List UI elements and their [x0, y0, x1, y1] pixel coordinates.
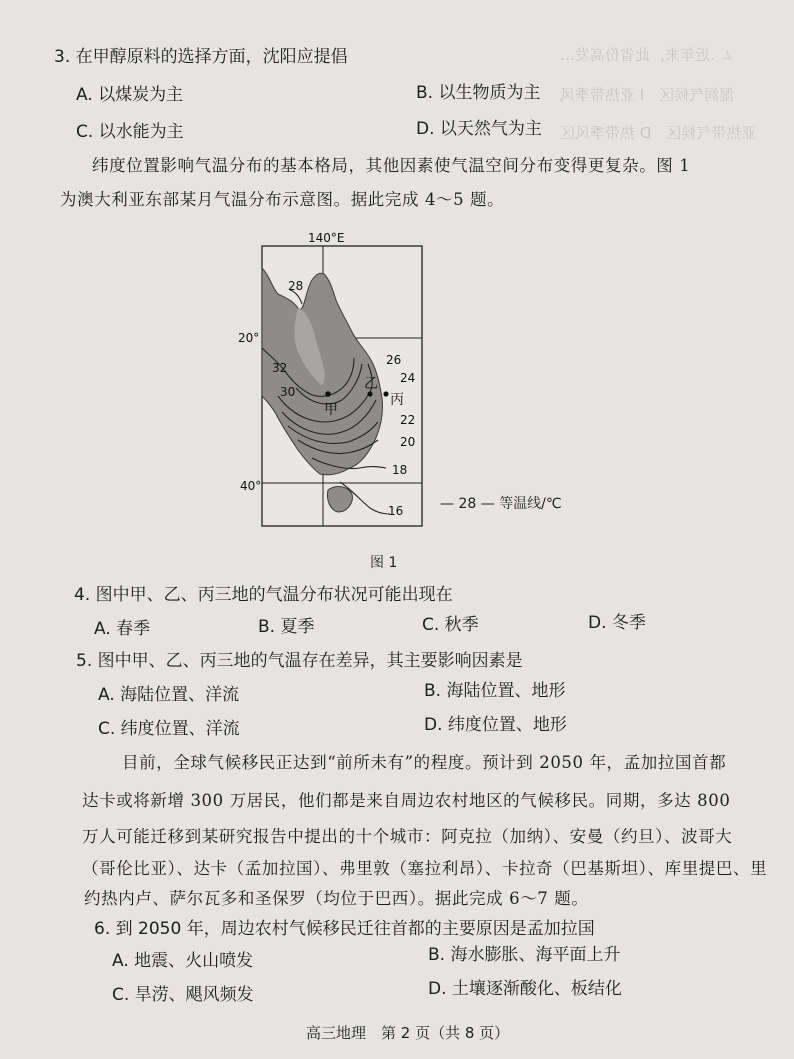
page-footer: 高三地理 第 2 页（共 8 页）: [306, 1024, 510, 1042]
isotherm-label-18: 18: [392, 463, 408, 477]
point-yi: [367, 391, 372, 396]
map-legend: [440, 493, 562, 513]
question-5-stem: 5. 图中甲、乙、丙三地的气温存在差异，其主要影响因素是: [76, 651, 523, 671]
q5-option-c: C. 纬度位置、洋流: [98, 719, 240, 739]
bleed-through-text: ㄥ .近年来，此省份高发…: [560, 46, 735, 64]
intro-4-5-line-2: 为澳大利亚东部某月气温分布示意图。据此完成 4～5 题。: [60, 190, 505, 209]
place-label-yi: 乙: [364, 376, 378, 392]
q3-option-a: A. 以煤炭为主: [76, 85, 184, 105]
australia-isotherm-map: [220, 228, 430, 533]
isotherm-label-26: 26: [386, 353, 402, 367]
intro-6-7-line-1: 目前，全球气候移民正达到“前所未有”的程度。预计到 2050 年，孟加拉国首都: [122, 753, 727, 772]
legend-dash-right: —: [480, 496, 495, 512]
legend-text: 等温线/℃: [499, 496, 562, 512]
isotherm-label-28: 28: [288, 279, 304, 293]
legend-value: 28: [458, 496, 477, 512]
q6-option-c: C. 旱涝、飓风频发: [112, 985, 254, 1005]
q6-option-a: A. 地震、火山喷发: [112, 951, 254, 971]
q4-option-a: A. 春季: [94, 619, 151, 639]
q4-option-c: C. 秋季: [422, 615, 479, 635]
q5-option-a: A. 海陆位置、洋流: [98, 685, 240, 705]
intro-6-7-line-2: 达卡或将新增 300 万居民，他们都是来自周边农村地区的气候移民。同期，多达 800: [82, 791, 731, 810]
figure-caption: 图 1: [370, 555, 398, 571]
isotherm-label-32: 32: [272, 361, 288, 375]
place-label-jia: 甲: [324, 402, 338, 418]
q3-option-b: B. 以生物质为主: [416, 83, 541, 103]
label-40s: 40°: [240, 479, 262, 493]
point-bing: [383, 391, 388, 396]
point-jia: [325, 391, 331, 397]
intro-6-7-line-4: （哥伦比亚）、达卡（孟加拉国）、弗里敦（塞拉利昂）、卡拉奇（巴基斯坦）、库里提巴、里: [82, 859, 768, 878]
intro-6-7-line-5: 约热内卢、萨尔瓦多和圣保罗（均位于巴西）。据此完成 6～7 题。: [84, 889, 589, 908]
q6-option-d: D. 土壤逐渐酸化、板结化: [428, 979, 622, 999]
q5-option-b: B. 海陆位置、地形: [424, 681, 566, 701]
question-4-stem: 4. 图中甲、乙、丙三地的气温分布状况可能出现在: [74, 585, 453, 605]
isotherm-label-30: 30: [280, 385, 296, 399]
question-6-stem: 6. 到 2050 年，周边农村气候移民迁往首都的主要原因是孟加拉国: [94, 919, 595, 939]
bleed-through-text: 亚热带气候区 D 热带季风区: [560, 124, 757, 142]
q4-option-b: B. 夏季: [258, 617, 315, 637]
intro-6-7-line-3: 万人可能迁移到某研究报告中提出的十个城市：阿克拉（加纳）、安曼（约旦）、波哥大: [82, 827, 733, 846]
place-label-bing: 丙: [390, 392, 404, 408]
q4-option-d: D. 冬季: [588, 613, 646, 633]
isotherm-label-22: 22: [400, 413, 416, 427]
label-140e: 140°E: [308, 231, 345, 245]
q5-option-d: D. 纬度位置、地形: [424, 715, 567, 735]
label-20s: 20°: [238, 331, 260, 345]
q6-option-b: B. 海水膨胀、海平面上升: [428, 945, 621, 965]
isotherm-label-24: 24: [400, 371, 416, 385]
bleed-through-text: 湿润气候区 I 亚热带季风: [560, 86, 735, 104]
q3-option-d: D. 以天然气为主: [416, 119, 542, 139]
isotherm-label-16: 16: [388, 504, 404, 518]
isotherm-label-20: 20: [400, 435, 416, 449]
question-3-stem: 3. 在甲醇原料的选择方面，沈阳应提倡: [54, 47, 348, 67]
intro-4-5-line-1: 纬度位置影响气温分布的基本格局，其他因素使气温空间分布变得更复杂。图 1: [92, 156, 691, 175]
legend-dash-left: —: [440, 496, 454, 512]
q3-option-c: C. 以水能为主: [76, 122, 184, 142]
